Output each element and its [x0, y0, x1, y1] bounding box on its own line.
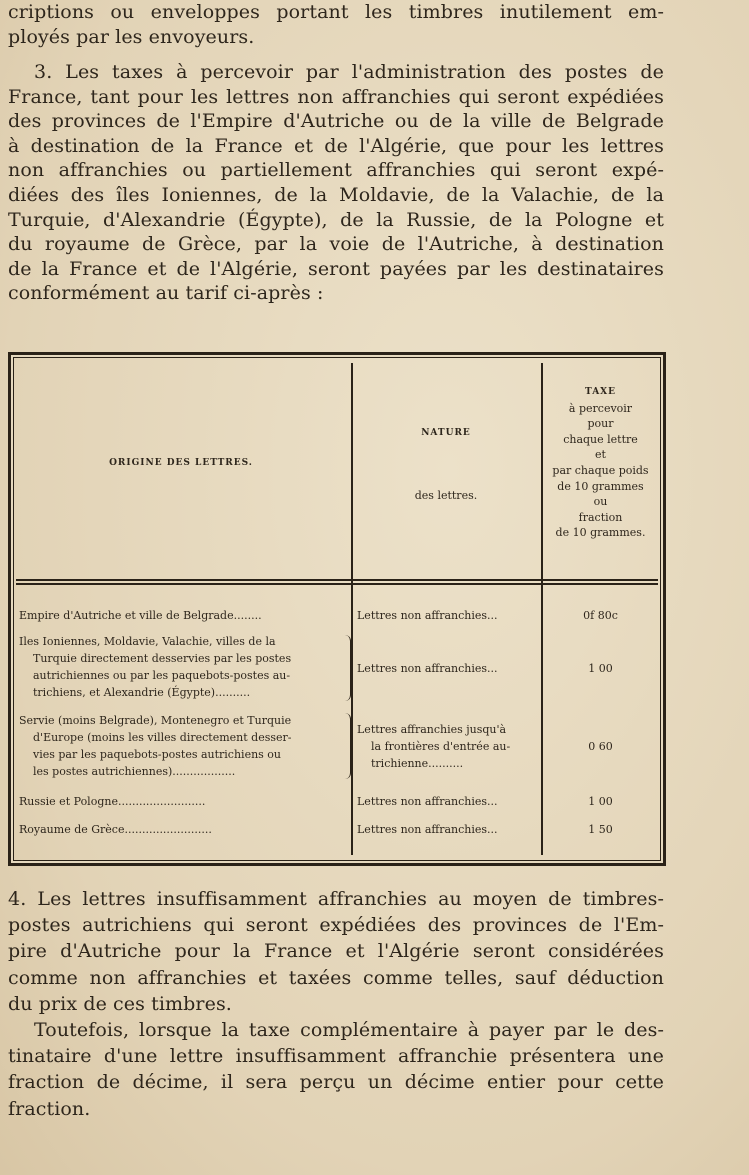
row-origine-line: d'Europe (moins les villes directement desser- [33, 731, 292, 744]
text-line: fraction. [8, 1097, 91, 1120]
text-line: 4. Les lettres insuffisamment affranchies au moyen de timbres- [8, 888, 664, 910]
row-taxe: 1 50 [588, 823, 613, 836]
text-line: fraction de décime, il sera perçu un décime entier pour cette [8, 1071, 664, 1094]
text-line: pire d'Autriche pour la France et l'Algérie seront considérées [8, 940, 664, 963]
row-origine-line: trichiens, et Alexandrie (Égypte).......... [33, 686, 251, 699]
text-line: Toutefois, lorsque la taxe complémentaire à payer par le des- [34, 1018, 664, 1041]
header-divider [16, 579, 658, 581]
row-nature: Lettres non affranchies... [357, 662, 498, 675]
row-origine [19, 633, 344, 701]
header-taxe-line: chaque lettre [563, 432, 638, 446]
header-taxe-line: et [595, 448, 606, 462]
paragraph-4 [8, 886, 664, 1122]
header-taxe-line: à percevoir [568, 401, 633, 415]
text-line: comme non affranchies et taxées comme telles, sauf déduction [8, 966, 664, 989]
tariff-table [8, 352, 666, 866]
text-line: conformément au tarif ci-après : [8, 282, 324, 305]
header-taxe-title: TAXE [584, 387, 617, 397]
row-nature-line: trichienne.......... [371, 757, 464, 770]
paragraph-2-continuation [8, 0, 664, 49]
row-taxe: 0 60 [588, 740, 613, 753]
text-line: à destination de la France et de l'Algérie, que pour les lettres [8, 134, 664, 157]
row-taxe: 1 00 [588, 662, 613, 675]
brace [344, 713, 351, 779]
text-line: de la France et de l'Algérie, seront payées par les destinataires [8, 257, 664, 280]
header-divider [16, 583, 658, 585]
row-origine-line: autrichiennes ou par les paquebots-postes au- [33, 669, 291, 682]
text-line: du prix de ces timbres. [8, 992, 232, 1015]
text-line: France, tant pour les lettres non affranchies qui seront expédiées [8, 85, 664, 108]
header-taxe-line: pour [587, 417, 614, 431]
text-line: Turquie, d'Alexandrie (Égypte), de la Russie, de la Pologne et [8, 208, 664, 231]
header-taxe-line: de 10 grammes. [555, 526, 646, 540]
header-nature: NATURE [421, 428, 471, 438]
header-taxe [541, 385, 660, 541]
row-origine-line: vies par les paquebots-postes autrichiens ou [33, 748, 282, 761]
row-origine-line: Servie (moins Belgrade), Montenegro et Turquie [19, 714, 292, 727]
row-taxe: 1 00 [588, 795, 613, 808]
row-nature: Lettres non affranchies... [357, 795, 498, 808]
row-origine: Empire d'Autriche et ville de Belgrade........ [19, 609, 262, 622]
brace [344, 635, 351, 701]
row-nature-line: la frontières d'entrée au- [371, 740, 511, 753]
text-line: du royaume de Grèce, par la voie de l'Autriche, à destination [8, 233, 664, 256]
text-line: diées des îles Ioniennes, de la Moldavie, de la Valachie, de la [8, 183, 664, 206]
header-taxe-line: de 10 grammes [557, 479, 644, 493]
row-nature: Lettres non affranchies... [357, 609, 498, 622]
text-line: tinataire d'une lettre insuffisamment affranchie présentera une [8, 1045, 664, 1068]
text-line: non affranchies ou partiellement affranchies qui seront expé- [8, 159, 664, 182]
paragraph-3 [8, 60, 664, 306]
header-nature-sub: des lettres. [414, 489, 478, 502]
row-origine-line: Turquie directement desservies par les postes [33, 652, 292, 665]
header-taxe-line: par chaque poids [552, 463, 649, 477]
header-taxe-line: fraction [578, 510, 623, 524]
row-taxe: 0f 80c [583, 609, 618, 622]
row-origine-line: Iles Ioniennes, Moldavie, Valachie, villes de la [19, 635, 276, 648]
row-origine [19, 712, 344, 780]
text-line: postes autrichiens qui seront expédiées des provinces de l'Em- [8, 914, 664, 937]
row-nature [357, 721, 510, 772]
text-line: criptions ou enveloppes portant les timbres inutilement em- [8, 1, 664, 23]
header-taxe-line: ou [593, 495, 608, 509]
row-origine: Royaume de Grèce......................... [19, 823, 212, 836]
row-nature-line: Lettres affranchies jusqu'à [357, 723, 507, 736]
header-origine: ORIGINE DES LETTRES. [109, 458, 253, 468]
text-line: 3. Les taxes à percevoir par l'administration des postes de [34, 61, 664, 83]
row-nature: Lettres non affranchies... [357, 823, 498, 836]
row-origine-line: les postes autrichiennes).................. [33, 765, 236, 778]
row-origine: Russie et Pologne......................... [19, 795, 206, 808]
text-line: ployés par les envoyeurs. [8, 25, 255, 48]
text-line: des provinces de l'Empire d'Autriche ou de la ville de Belgrade [8, 110, 664, 133]
